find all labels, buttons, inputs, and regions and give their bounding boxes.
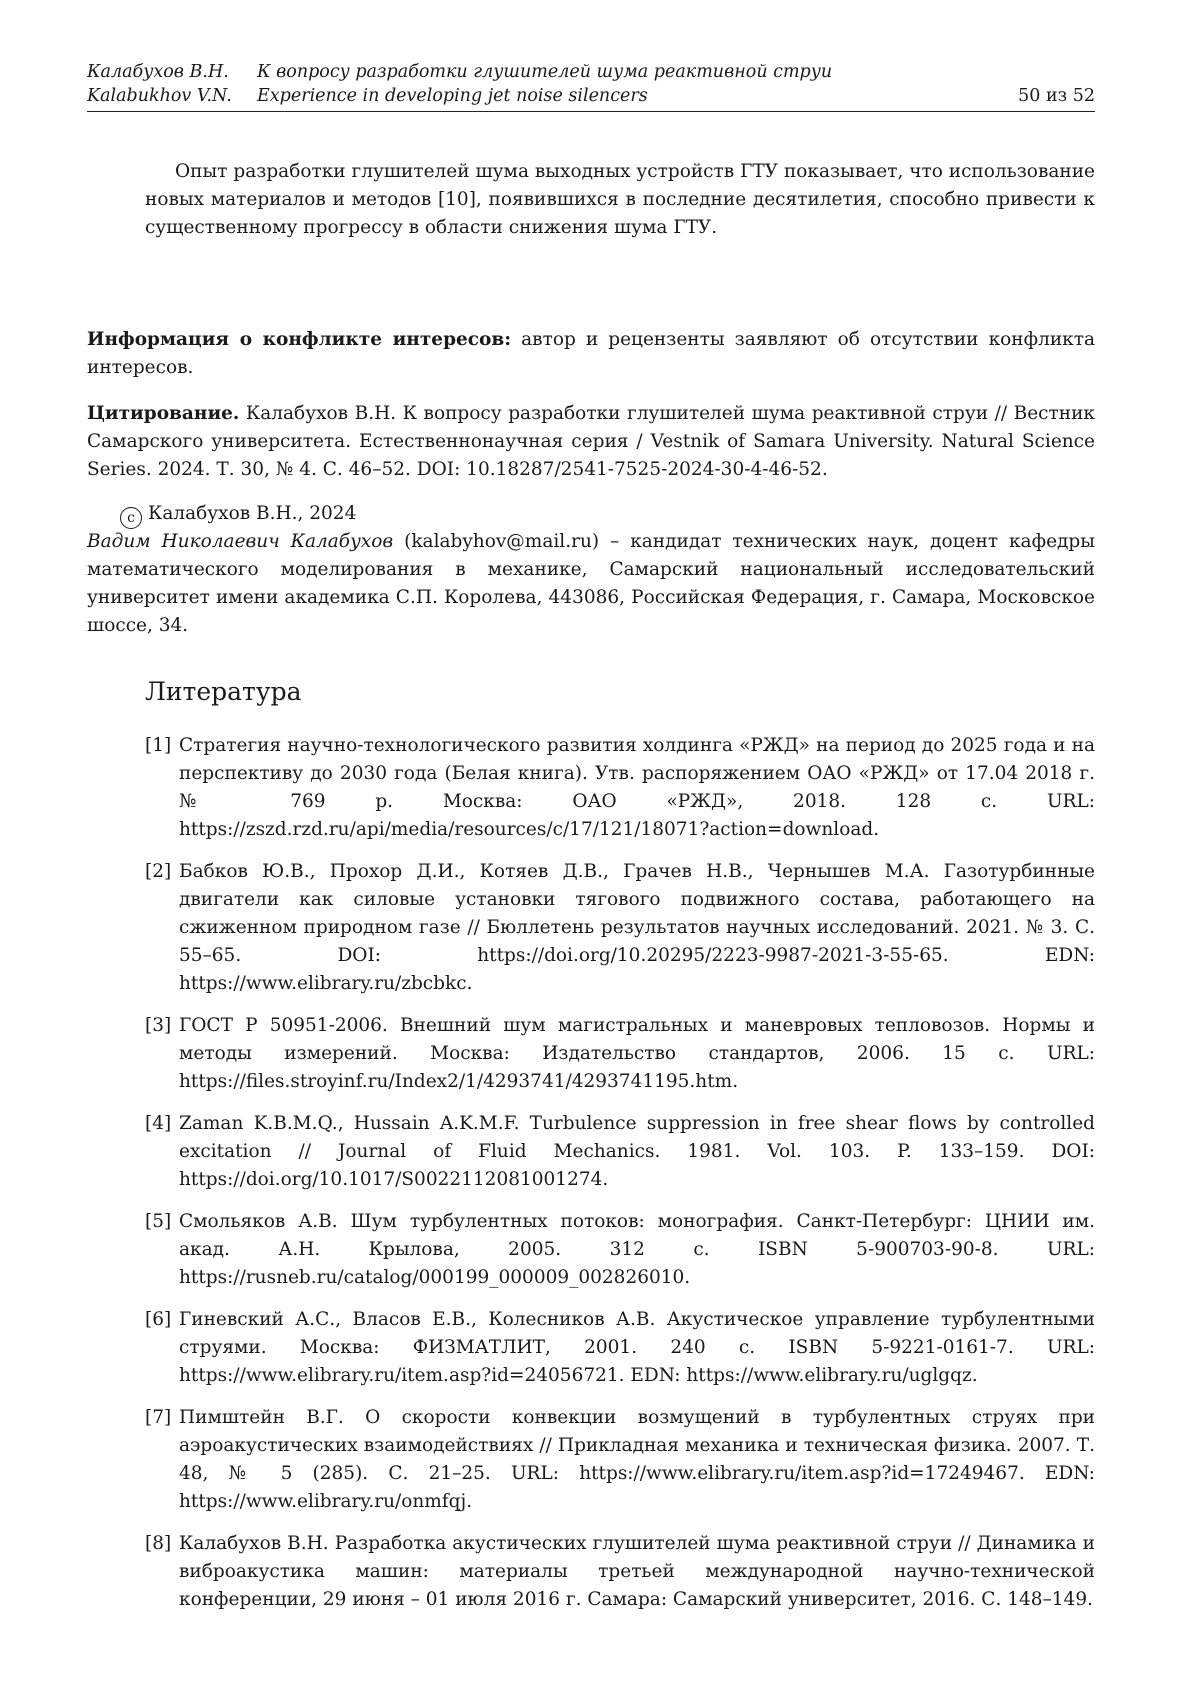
conflict-label: Информация о конфликте интересов: bbox=[87, 329, 512, 350]
reference-number: [8] bbox=[145, 1533, 172, 1554]
header-rule bbox=[87, 111, 1095, 112]
citation-text: Калабухов В.Н. К вопросу разработки глушителей шума реактивной струи // Вестник Самарского университета. Естественнонаучная серия / Vestnik of Samara University. Natural Science Series. 2024. Т. 30, № 4. С. 46–52. DOI: 10.18287/2541-7525-2024-30-4-46-52. bbox=[87, 403, 1095, 480]
citation-label: Цитирование. bbox=[87, 403, 240, 424]
intro-paragraph: Опыт разработки глушителей шума выходных устройств ГТУ показывает, что использование новых материалов и методов [10], появившихся в последние десятилетия, способно привести к существенному прогрессу в области снижения шума ГТУ. bbox=[145, 161, 1095, 238]
copyright-line bbox=[87, 500, 1095, 529]
citation bbox=[87, 400, 1095, 484]
reference-item bbox=[145, 1530, 1095, 1614]
reference-item bbox=[145, 1404, 1095, 1516]
literature-heading: Литература bbox=[145, 677, 302, 706]
reference-item bbox=[145, 732, 1095, 844]
reference-number: [7] bbox=[145, 1407, 172, 1428]
reference-text: Гиневский А.С., Власов Е.В., Колесников А.В. Акустическое управление турбулентными струями. Москва: ФИЗМАТЛИТ, 2001. 240 с. ISBN 5-9221-0161-7. URL: https://www.elibrary.ru/item.asp?id=24056721. EDN: https://www.elibrary.ru/uglgqz. bbox=[179, 1309, 1095, 1386]
reference-text: Калабухов В.Н. Разработка акустических глушителей шума реактивной струи // Динамика и виброакустика машин: материалы третьей международной научно-технической конференции, 29 июня – 01 июля 2016 г. Самара: Самарский университет, 2016. С. 148–149. bbox=[179, 1533, 1095, 1610]
reference-text: Стратегия научно-технологического развития холдинга «РЖД» на период до 2025 года и на перспективу до 2030 года (Белая книга). Утв. распоряжением ОАО «РЖД» от 17.04 2018 г. № 769 р. Москва: ОАО «РЖД», 2018. 128 с. URL: https://zszd.rzd.ru/api/media/resources/c/17/121/18071?action=download. bbox=[179, 735, 1095, 840]
reference-item bbox=[145, 858, 1095, 998]
reference-number: [4] bbox=[145, 1113, 172, 1134]
reference-number: [2] bbox=[145, 861, 172, 882]
author-info bbox=[87, 528, 1095, 640]
reference-item bbox=[145, 1208, 1095, 1292]
conflict-of-interest bbox=[87, 326, 1095, 382]
running-header-en bbox=[87, 84, 1095, 108]
page-number: 50 из 52 bbox=[1018, 86, 1095, 106]
copyright-icon: c bbox=[120, 507, 142, 529]
reference-text: Пимштейн В.Г. О скорости конвекции возмущений в турбулентных струях при аэроакустических взаимодействиях // Прикладная механика и техническая физика. 2007. Т. 48, № 5 (285). С. 21–25. URL: https://www.elibrary.ru/item.asp?id=17249467. EDN: https://www.elibrary.ru/onmfqj. bbox=[179, 1407, 1095, 1512]
author-name: Вадим Николаевич Калабухов bbox=[87, 531, 394, 552]
reference-number: [5] bbox=[145, 1211, 172, 1232]
header-title-en: Experience in developing jet noise silencers bbox=[257, 86, 648, 106]
running-header-ru bbox=[87, 60, 1095, 84]
reference-number: [3] bbox=[145, 1015, 172, 1036]
reference-item bbox=[145, 1110, 1095, 1194]
conflict-text: автор и рецензенты заявляют об отсутствии конфликта интересов. bbox=[87, 329, 1095, 378]
header-title-ru: К вопросу разработки глушителей шума реактивной струи bbox=[257, 62, 833, 82]
reference-item bbox=[145, 1012, 1095, 1096]
copyright-text: Калабухов В.Н., 2024 bbox=[148, 503, 357, 524]
reference-number: [1] bbox=[145, 735, 172, 756]
reference-number: [6] bbox=[145, 1309, 172, 1330]
reference-item bbox=[145, 1306, 1095, 1390]
header-author-ru: Калабухов В.Н. bbox=[87, 62, 229, 82]
reference-text: Zaman K.B.M.Q., Hussain A.K.M.F. Turbulence suppression in free shear flows by controlled excitation // Journal of Fluid Mechanics. 1981. Vol. 103. P. 133–159. DOI: https://doi.org/10.1017/S0022112081001274. bbox=[179, 1113, 1095, 1190]
author-details: (kalabyhov@mail.ru) – кандидат технических наук, доцент кафедры математического моделирования в механике, Самарский национальный исследовательский университет имени академика С.П. Королева, 443086, Российская Федерация, г. Самара, Московское шоссе, 34. bbox=[87, 531, 1095, 636]
reference-text: Смольяков А.В. Шум турбулентных потоков: монография. Санкт-Петербург: ЦНИИ им. акад. А.Н. Крылова, 2005. 312 с. ISBN 5-900703-90-8. URL: https://rusneb.ru/catalog/000199_000009_002826010. bbox=[179, 1211, 1095, 1288]
reference-text: Бабков Ю.В., Прохор Д.И., Котяев Д.В., Грачев Н.В., Чернышев М.А. Газотурбинные двигатели как силовые установки тягового подвижного состава, работающего на сжиженном природном газе // Бюллетень результатов научных исследований. 2021. № 3. С. 55–65. DOI: https://doi.org/10.20295/2223-9987-2021-3-55-65. EDN: https://www.elibrary.ru/zbcbkc. bbox=[179, 861, 1095, 994]
header-author-en: Kalabukhov V.N. bbox=[87, 86, 232, 106]
reference-list bbox=[145, 732, 1095, 1628]
reference-text: ГОСТ Р 50951-2006. Внешний шум магистральных и маневровых тепловозов. Нормы и методы измерений. Москва: Издательство стандартов, 2006. 15 с. URL: https://files.stroyinf.ru/Index2/1/4293741/4293741195.htm. bbox=[179, 1015, 1095, 1092]
